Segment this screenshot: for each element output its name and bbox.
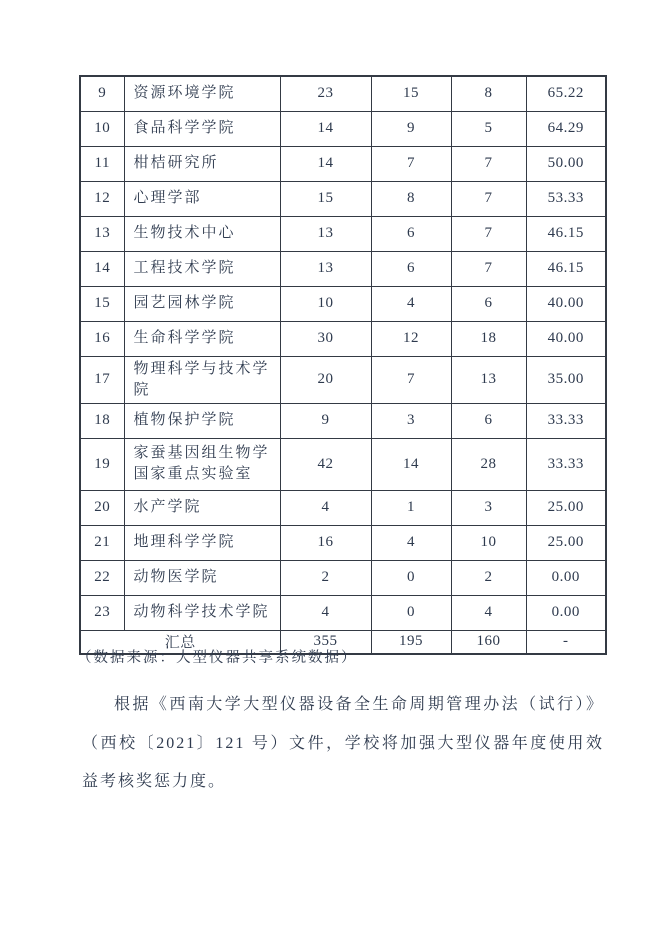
total-count-cell: 13 xyxy=(280,251,371,286)
unit-name-cell: 生命科学学院 xyxy=(124,321,280,356)
total-count-cell: 13 xyxy=(280,216,371,251)
rate-cell: 0.00 xyxy=(526,595,606,630)
total-count-cell: 10 xyxy=(280,286,371,321)
rate-cell: 40.00 xyxy=(526,321,606,356)
qualified-count-cell: 6 xyxy=(371,251,451,286)
table-row xyxy=(80,356,606,403)
summary-total-cell: 355 xyxy=(280,630,371,654)
unit-name-cell: 动物医学院 xyxy=(124,560,280,595)
rate-cell: 25.00 xyxy=(526,490,606,525)
total-count-cell: 2 xyxy=(280,560,371,595)
row-number-cell: 20 xyxy=(80,490,124,525)
unit-name-cell: 心理学部 xyxy=(124,181,280,216)
unqualified-count-cell: 10 xyxy=(451,525,526,560)
row-number-cell: 16 xyxy=(80,321,124,356)
utilization-table xyxy=(79,75,607,655)
data-source-note: （数据来源：大型仪器共享系统数据） xyxy=(77,650,358,666)
table-row xyxy=(80,76,606,111)
row-number-cell: 19 xyxy=(80,438,124,490)
total-count-cell: 15 xyxy=(280,181,371,216)
total-count-cell: 16 xyxy=(280,525,371,560)
table-row xyxy=(80,403,606,438)
summary-qualified-cell: 195 xyxy=(371,630,451,654)
unit-name-cell: 生物技术中心 xyxy=(124,216,280,251)
table-row xyxy=(80,111,606,146)
unqualified-count-cell: 7 xyxy=(451,216,526,251)
qualified-count-cell: 4 xyxy=(371,286,451,321)
row-number-cell: 17 xyxy=(80,356,124,403)
table-row xyxy=(80,181,606,216)
rate-cell: 46.15 xyxy=(526,216,606,251)
qualified-count-cell: 4 xyxy=(371,525,451,560)
rate-cell: 50.00 xyxy=(526,146,606,181)
qualified-count-cell: 15 xyxy=(371,76,451,111)
row-number-cell: 11 xyxy=(80,146,124,181)
unit-name-cell: 园艺园林学院 xyxy=(124,286,280,321)
unqualified-count-cell: 6 xyxy=(451,403,526,438)
table-row xyxy=(80,595,606,630)
total-count-cell: 14 xyxy=(280,146,371,181)
unit-name-cell: 家蚕基因组生物学国家重点实验室 xyxy=(124,438,280,490)
table-row xyxy=(80,251,606,286)
total-count-cell: 9 xyxy=(280,403,371,438)
unqualified-count-cell: 2 xyxy=(451,560,526,595)
table-row xyxy=(80,286,606,321)
qualified-count-cell: 7 xyxy=(371,146,451,181)
table-row xyxy=(80,146,606,181)
unqualified-count-cell: 7 xyxy=(451,181,526,216)
qualified-count-cell: 12 xyxy=(371,321,451,356)
summary-rate-cell: - xyxy=(526,630,606,654)
row-number-cell: 23 xyxy=(80,595,124,630)
table-row xyxy=(80,525,606,560)
body-paragraph: 根据《西南大学大型仪器设备全生命周期管理办法（试行）》（西校〔2021〕121 号）文件，学校将加强大型仪器年度使用效益考核奖惩力度。 xyxy=(82,696,604,790)
rate-cell: 65.22 xyxy=(526,76,606,111)
rate-cell: 33.33 xyxy=(526,438,606,490)
unit-name-cell: 资源环境学院 xyxy=(124,76,280,111)
unit-name-cell: 动物科学技术学院 xyxy=(124,595,280,630)
total-count-cell: 4 xyxy=(280,595,371,630)
rate-cell: 46.15 xyxy=(526,251,606,286)
unqualified-count-cell: 4 xyxy=(451,595,526,630)
rate-cell: 25.00 xyxy=(526,525,606,560)
unqualified-count-cell: 13 xyxy=(451,356,526,403)
row-number-cell: 22 xyxy=(80,560,124,595)
summary-unqualified-cell: 160 xyxy=(451,630,526,654)
total-count-cell: 23 xyxy=(280,76,371,111)
table-row xyxy=(80,321,606,356)
row-number-cell: 13 xyxy=(80,216,124,251)
rate-cell: 35.00 xyxy=(526,356,606,403)
qualified-count-cell: 9 xyxy=(371,111,451,146)
table-row xyxy=(80,560,606,595)
unqualified-count-cell: 28 xyxy=(451,438,526,490)
table-row xyxy=(80,490,606,525)
row-number-cell: 21 xyxy=(80,525,124,560)
unqualified-count-cell: 7 xyxy=(451,251,526,286)
unit-name-cell: 工程技术学院 xyxy=(124,251,280,286)
rate-cell: 40.00 xyxy=(526,286,606,321)
unqualified-count-cell: 5 xyxy=(451,111,526,146)
row-number-cell: 14 xyxy=(80,251,124,286)
unit-name-cell: 水产学院 xyxy=(124,490,280,525)
row-number-cell: 15 xyxy=(80,286,124,321)
qualified-count-cell: 14 xyxy=(371,438,451,490)
row-number-cell: 9 xyxy=(80,76,124,111)
total-count-cell: 42 xyxy=(280,438,371,490)
unqualified-count-cell: 8 xyxy=(451,76,526,111)
summary-label-cell: 汇总 xyxy=(80,630,280,654)
qualified-count-cell: 7 xyxy=(371,356,451,403)
qualified-count-cell: 0 xyxy=(371,560,451,595)
row-number-cell: 10 xyxy=(80,111,124,146)
qualified-count-cell: 1 xyxy=(371,490,451,525)
unqualified-count-cell: 7 xyxy=(451,146,526,181)
unit-name-cell: 物理科学与技术学院 xyxy=(124,356,280,403)
qualified-count-cell: 8 xyxy=(371,181,451,216)
table-row xyxy=(80,216,606,251)
table-row xyxy=(80,438,606,490)
rate-cell: 64.29 xyxy=(526,111,606,146)
rate-cell: 33.33 xyxy=(526,403,606,438)
total-count-cell: 4 xyxy=(280,490,371,525)
row-number-cell: 12 xyxy=(80,181,124,216)
total-count-cell: 14 xyxy=(280,111,371,146)
unqualified-count-cell: 6 xyxy=(451,286,526,321)
total-count-cell: 30 xyxy=(280,321,371,356)
unit-name-cell: 植物保护学院 xyxy=(124,403,280,438)
unqualified-count-cell: 18 xyxy=(451,321,526,356)
total-count-cell: 20 xyxy=(280,356,371,403)
rate-cell: 0.00 xyxy=(526,560,606,595)
qualified-count-cell: 3 xyxy=(371,403,451,438)
qualified-count-cell: 0 xyxy=(371,595,451,630)
unqualified-count-cell: 3 xyxy=(451,490,526,525)
row-number-cell: 18 xyxy=(80,403,124,438)
unit-name-cell: 食品科学学院 xyxy=(124,111,280,146)
rate-cell: 53.33 xyxy=(526,181,606,216)
unit-name-cell: 柑桔研究所 xyxy=(124,146,280,181)
unit-name-cell: 地理科学学院 xyxy=(124,525,280,560)
qualified-count-cell: 6 xyxy=(371,216,451,251)
